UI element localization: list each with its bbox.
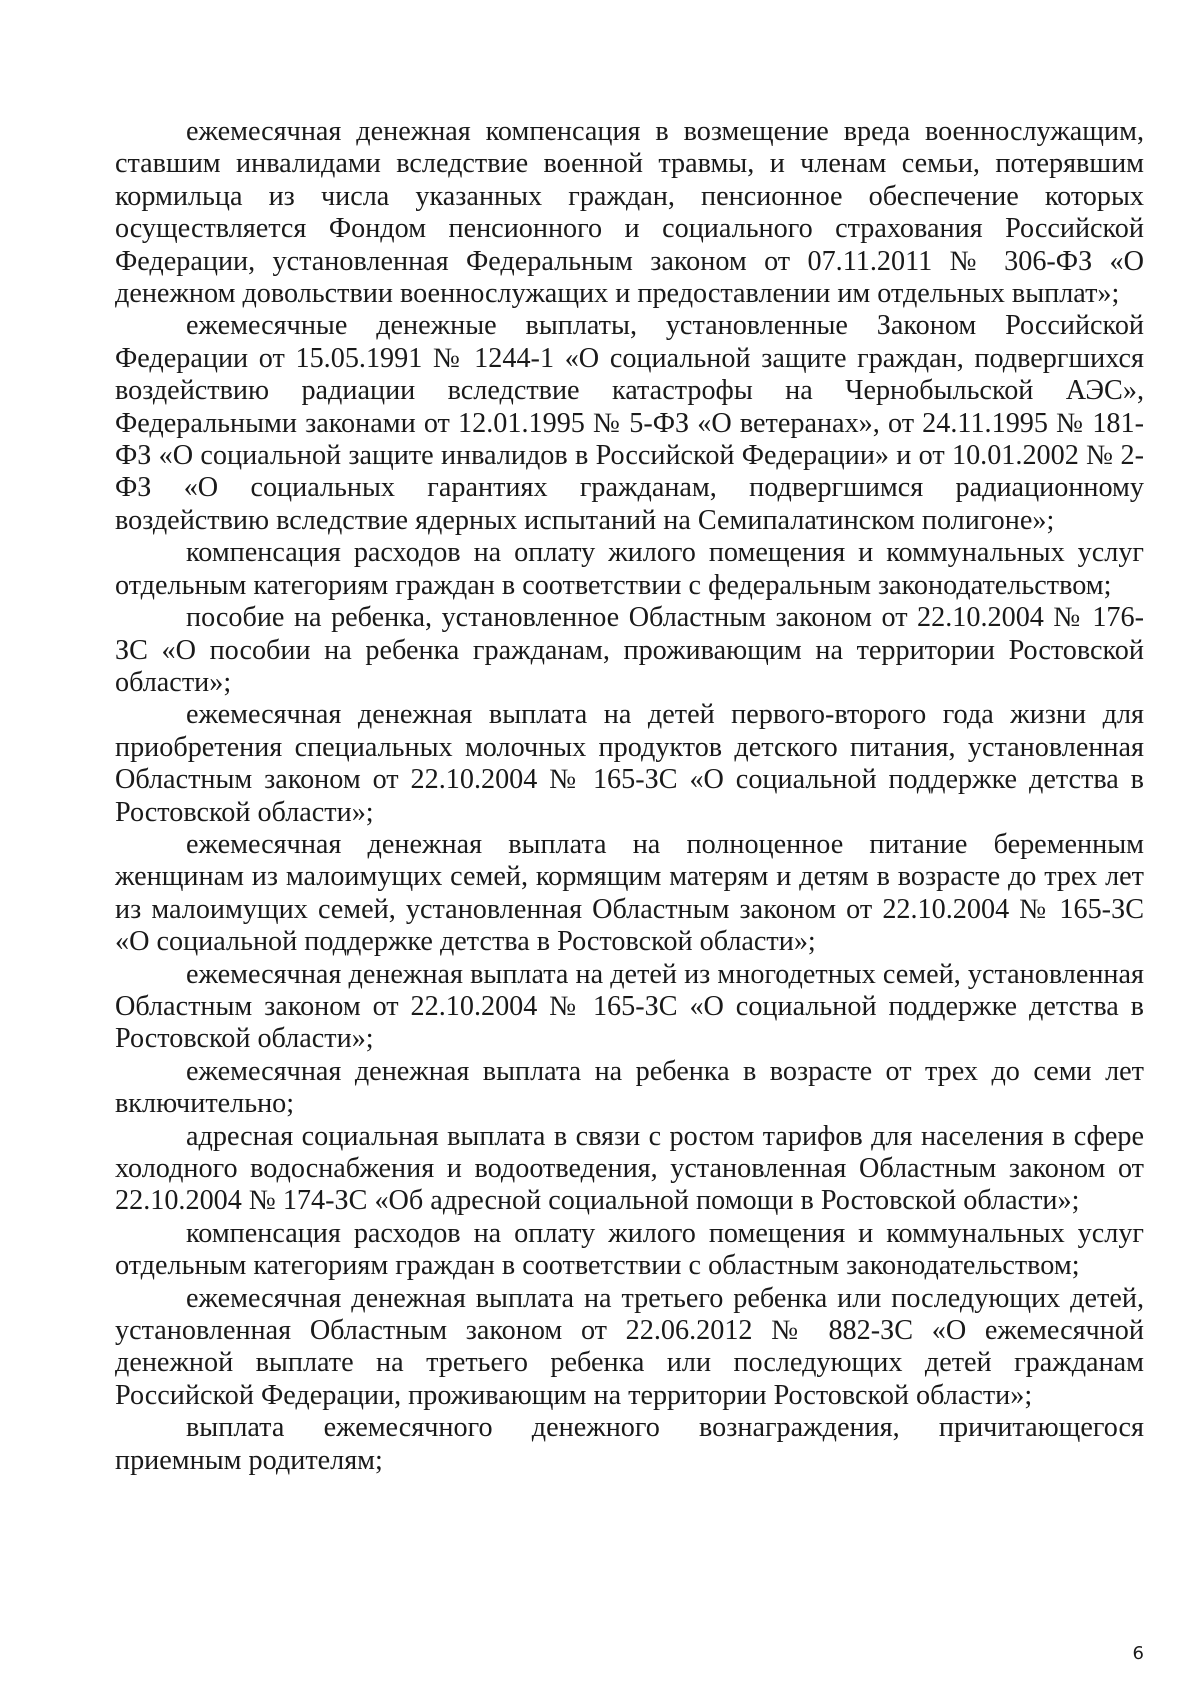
paragraph-4: пособие на ребенка, установленное Областным законом от 22.10.2004 № 176-ЗС «О пособии на ребенка гражданам, проживающим на территории Ростовской области»; — [115, 602, 1144, 698]
paragraph-11: ежемесячная денежная выплата на третьего ребенка или последующих детей, установленная Областным законом от 22.06.2012 № 882-ЗС «О ежемесячной денежной выплате на третьего ребенка или последующих детей гражданам Российской Федерации, проживающим на территории Ростовской области»; — [115, 1282, 1144, 1411]
page-number: 6 — [1132, 1643, 1144, 1664]
paragraph-8: ежемесячная денежная выплата на ребенка в возрасте от трех до семи лет включительно; — [115, 1055, 1144, 1120]
paragraph-2: ежемесячные денежные выплаты, установленные Законом Российской Федерации от 15.05.1991 № 1244-1 «О социальной защите граждан, подвергшихся воздействию радиации вследствие катастрофы на Чернобыльской АЭС», Федеральными законами от 12.01.1995 № 5-ФЗ «О ветеранах», от 24.11.1995 № 181-ФЗ «О социальной защите инвалидов в Российской Федерации» и от 10.01.2002 № 2-ФЗ «О социальных гарантиях гражданам, подвергшимся радиационному воздействию вследствие ядерных испытаний на Семипалатинском полигоне»; — [115, 310, 1144, 536]
paragraph-12: выплата ежемесячного денежного вознаграждения, причитающегося приемным родителям; — [115, 1412, 1144, 1476]
paragraph-7: ежемесячная денежная выплата на детей из многодетных семей, установленная Областным законом от 22.10.2004 № 165-ЗС «О социальной поддержке детства в Ростовской области»; — [115, 958, 1144, 1055]
paragraph-5: ежемесячная денежная выплата на детей первого-второго года жизни для приобретения специальных молочных продуктов детского питания, установленная Областным законом от 22.10.2004 № 165-ЗС «О социальной поддержке детства в Ростовской области»; — [115, 699, 1144, 828]
paragraph-9: адресная социальная выплата в связи с ростом тарифов для населения в сфере холодного водоснабжения и водоотведения, установленная Областным законом от 22.10.2004 № 174-ЗС «Об адресной социальной помощи в Ростовской области»; — [115, 1120, 1144, 1217]
paragraph-1: ежемесячная денежная компенсация в возмещение вреда военнослужащим, ставшим инвалидами вследствие военной травмы, и членам семьи, потерявшим кормильца из числа указанных граждан, пенсионное обеспечение которых осуществляется Фондом пенсионного и социального страхования Российской Федерации, установленная Федеральным законом от 07.11.2011 № 306-ФЗ «О денежном довольствии военнослужащих и предоставлении им отдельных выплат»; — [115, 116, 1144, 310]
paragraph-3: компенсация расходов на оплату жилого помещения и коммунальных услуг отдельным категориям граждан в соответствии с федеральным законодательством; — [115, 537, 1144, 601]
paragraph-10: компенсация расходов на оплату жилого помещения и коммунальных услуг отдельным категориям граждан в соответствии с областным законодательством; — [115, 1217, 1144, 1282]
paragraph-6: ежемесячная денежная выплата на полноценное питание беременным женщинам из малоимущих семей, кормящим матерям и детям в возрасте до трех лет из малоимущих семей, установленная Областным законом от 22.10.2004 № 165-ЗС «О социальной поддержке детства в Ростовской области»; — [115, 828, 1144, 958]
document-body — [115, 116, 1144, 1477]
